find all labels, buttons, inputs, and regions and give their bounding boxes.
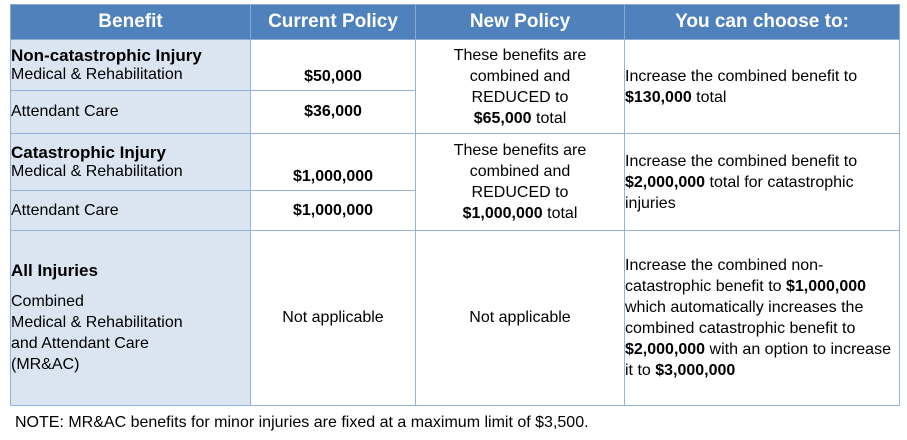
non-cat-medical-label-cell [11,40,251,91]
non-cat-new-amount: $65,000 [473,109,532,127]
cat-new-policy: These benefits are combined and REDUCED to $1,000,000 total [416,134,625,231]
cat-title: Catastrophic Injury [11,143,166,162]
table-row [11,231,900,406]
cat-medical-label-cell [11,134,251,191]
non-cat-medical-label: Medical & Rehabilitation [11,66,183,83]
all-injuries-choose: Increase the combined non-catastrophic benefit to $1,000,000 which automatically increases the combined catastrophic benefit to $2,000,000 with an option to increase it to $3,000,000 [625,231,900,406]
all-injuries-new: Not applicable [416,231,625,406]
non-cat-new-policy: These benefits are combined and REDUCED to $65,000 total [416,40,625,134]
non-cat-medical-current: $50,000 [251,40,416,91]
non-cat-title: Non-catastrophic Injury [11,46,202,65]
cat-choose-amount: $2,000,000 [625,173,706,191]
header-you-can-choose: You can choose to: [625,5,900,40]
footnote: NOTE: MR&AC benefits for minor injuries are fixed at a maximum limit of $3,500. [15,414,589,431]
cat-attendant-current: $1,000,000 [251,191,416,231]
non-cat-attendant-label: Attendant Care [11,91,251,134]
header-benefit: Benefit [11,5,251,40]
cat-choose: Increase the combined benefit to $2,000,000 total for catastrophic injuries [625,134,900,231]
non-cat-attendant-current: $36,000 [251,91,416,134]
non-cat-choose: Increase the combined benefit to $130,000 total [625,40,900,134]
header-new-policy: New Policy [416,5,625,40]
cat-medical-label: Medical & Rehabilitation [11,163,183,180]
cat-medical-current: $1,000,000 [251,134,416,191]
cat-new-amount: $1,000,000 [462,205,543,222]
header-row [11,5,900,40]
cat-attendant-label: Attendant Care [11,191,251,231]
table-row [11,134,900,191]
header-current-policy: Current Policy [251,5,416,40]
table-row [11,40,900,91]
all-injuries-title: All Injuries [11,261,98,280]
all-injuries-current: Not applicable [251,231,416,406]
benefits-table [10,4,900,406]
non-cat-choose-amount: $130,000 [625,88,692,106]
all-injuries-label-cell: All Injuries Combined Medical & Rehabilitation and Attendant Care (MR&AC) [11,231,251,406]
